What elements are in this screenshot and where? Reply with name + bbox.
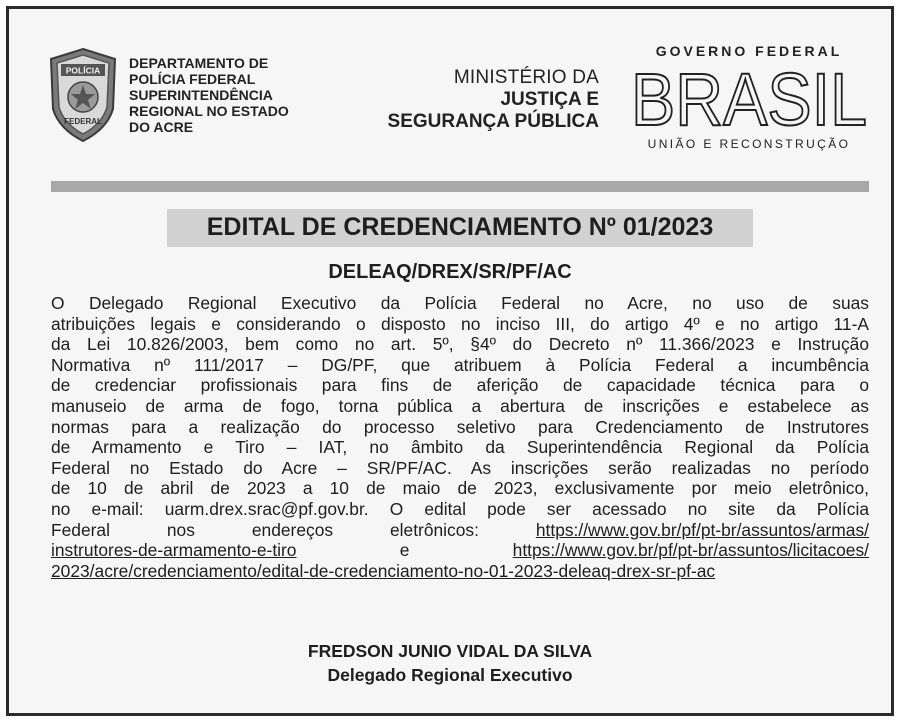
body-line: manuseio de arma de fogo, torna pública a abertura de inscrições e estabelece as [51,395,869,416]
department-line: SUPERINTENDÊNCIA [129,87,273,103]
body-line: de 10 de abril de 2023 a 10 de maio de 2023, exclusivamente por meio eletrônico, [51,478,869,499]
svg-text:BRASIL: BRASIL [631,65,867,131]
government-logo [627,43,871,153]
divider-bar [51,181,869,192]
seal-top-text: POLÍCIA [65,65,101,76]
gov-subtitle: UNIÃO E RECONSTRUÇÃO [647,137,851,151]
notice-body [51,293,869,581]
department-line: DO ACRE [129,119,194,135]
body-line: de Armamento e Tiro – IAT, no âmbito da Superintendência Regional da Polícia [51,437,869,458]
ministry-name [367,67,599,133]
licitacoes-link-part-2[interactable]: 2023/acre/credenciamento/edital-de-credenciamento-no-01-2023-deleaq-drex-sr-pf-ac [51,560,716,581]
notice-subtitle: DELEAQ/DREX/SR/PF/AC [328,261,572,283]
body-line-with-link [51,520,869,541]
armas-link-part-2[interactable]: instrutores-de-armamento-e-tiro [51,540,297,561]
body-line: no e-mail: uarm.drex.srac@pf.gov.br. O edital pode ser acessado no site da Polícia [51,498,869,519]
armas-link-part-1[interactable]: https://www.gov.br/pf/pt-br/assuntos/armas/ [535,519,869,540]
signatory-role: Delegado Regional Executivo [327,665,573,685]
licitacoes-link-part-1[interactable]: https://www.gov.br/pf/pt-br/assuntos/licitacoes/ [512,540,869,561]
connector-text: e [296,540,513,561]
police-federal-seal-icon [47,47,119,143]
header [9,9,891,159]
department-line: POLÍCIA FEDERAL [129,71,256,87]
signatory-name: FREDSON JUNIO VIDAL DA SILVA [307,641,593,661]
ministry-line-1: MINISTÉRIO DA [453,67,599,88]
body-line: normas para a realização do processo seletivo para Credenciamento de Instrutores [51,416,869,437]
department-name [129,55,289,135]
body-line: O Delegado Regional Executivo da Polícia Federal no Acre, no uso de suas [51,293,869,313]
body-line: da Lei 10.826/2003, bem como no art. 5º, §4º do Decreto nº 11.366/2023 e Instrução [51,334,869,355]
department-line: REGIONAL NO ESTADO [129,103,289,119]
department-line: DEPARTAMENTO DE [129,55,269,71]
brasil-logo-icon [627,65,871,131]
body-line: Normativa nº 111/2017 – DG/PF, que atribuem à Polícia Federal a incumbência [51,354,869,375]
gov-title: GOVERNO FEDERAL [655,43,843,59]
title-box [167,209,753,247]
body-line-with-links [51,540,869,561]
notice-title: EDITAL DE CREDENCIAMENTO Nº 01/2023 [206,213,714,241]
ministry-line-3: SEGURANÇA PÚBLICA [387,111,599,132]
body-line-with-link [51,561,869,582]
body-line: de credenciar profissionais para fins de aferição de capacidade técnica para o [51,375,869,396]
notice-frame [6,6,894,716]
seal-bottom-text: FEDERAL [64,117,102,126]
ministry-line-2: JUSTIÇA E [500,89,599,110]
body-line: Federal no Estado do Acre – SR/PF/AC. As inscrições serão realizadas no período [51,457,869,478]
line-text: Federal nos endereços eletrônicos: [51,519,536,540]
body-line: atribuições legais e considerando o disposto no inciso III, do artigo 4º e no artigo 11-A [51,313,869,334]
